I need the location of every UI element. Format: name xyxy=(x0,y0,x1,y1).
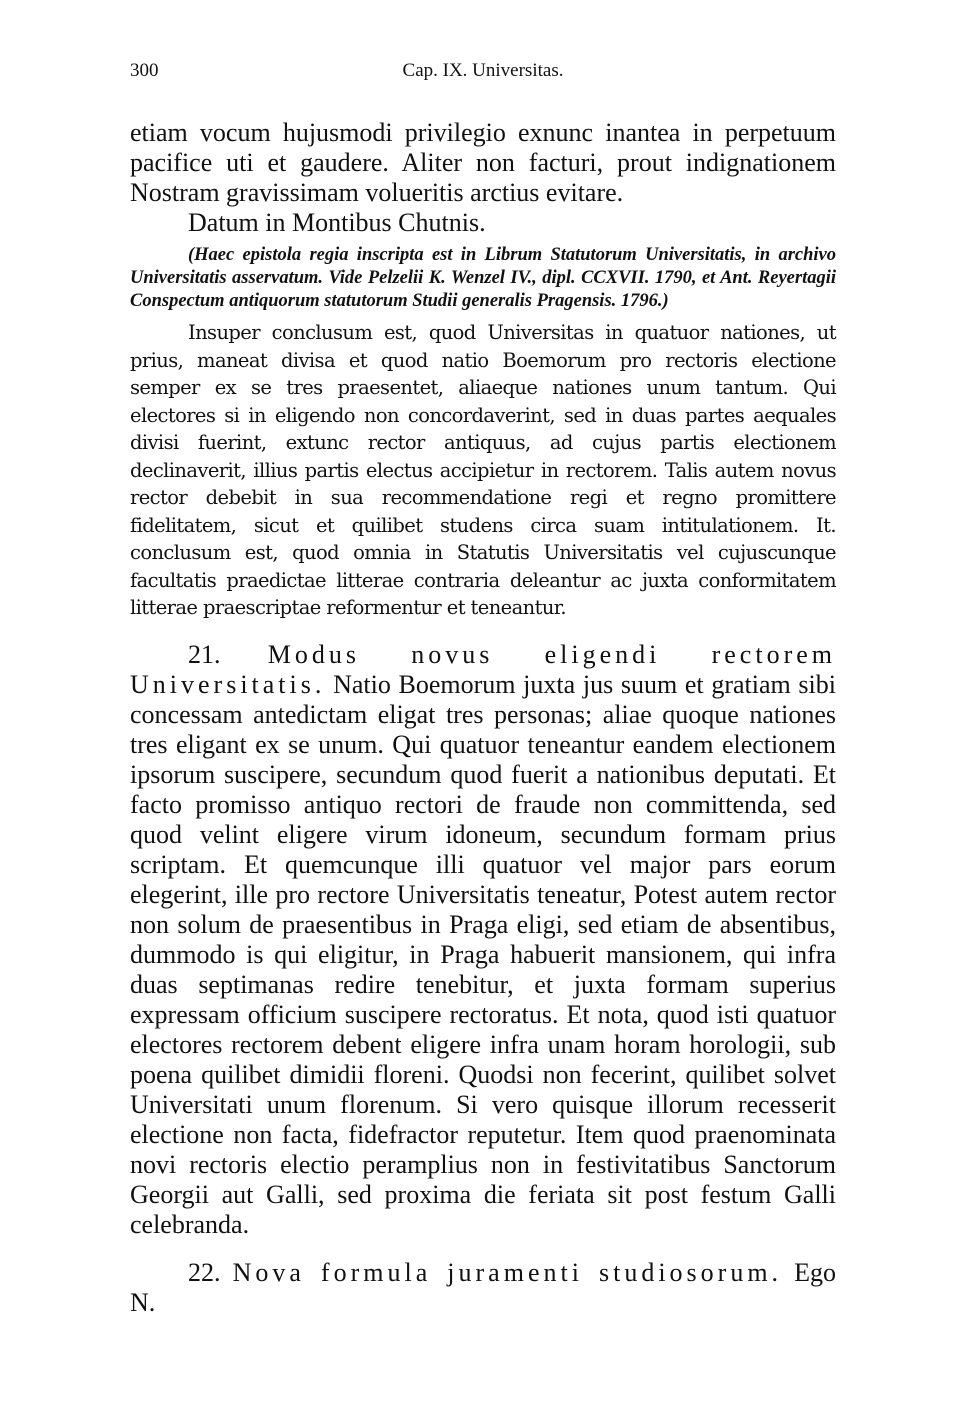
section-21-number: 21. xyxy=(188,639,221,669)
section-22-number: 22. xyxy=(188,1257,221,1287)
running-header xyxy=(130,60,836,90)
paragraph-dating: Datum in Montibus Chutnis. xyxy=(188,208,486,237)
book-page xyxy=(130,60,836,1318)
section-21-heading: Modus novus eligendi rectorem Universitatis. xyxy=(130,639,836,699)
editorial-note: (Haec epistola regia inscripta est in Librum Statutorum Universitatis, in archivo Universitatis asservatum. Vide Pelzelii K. Wenzel IV., dipl. CCXVII. 1790, et Ant. Reyertagii Conspectum antiquorum statutorum Studii generalis Pragensis. 1796.) xyxy=(130,245,836,311)
section-22-heading: Nova formula juramenti studiosorum. xyxy=(232,1257,783,1287)
section-21-text: Natio Boemorum juxta jus suum et gratiam sibi concessam antedictam eligat tres personas; aliae quoque nationes tres eligant ex se unum. Qui quatuor teneantur eandem electionem ipsorum suscipere, secundum quod fuerit a nationibus deputati. Et facto promisso antiquo rectori de fraude non committenda, sed quod velint eligere virum idoneum, secundum formam prius scriptam. Et quemcunque illi quatuor vel major pars eorum elegerint, ille pro rectore Universitatis teneatur, Potest autem rector non solum de praesentibus in Praga eligi, sed etiam de absentibus, dummodo is qui eligitur, in Praga habuerit mansionem, qui infra duas septimanas redire tenebitur, et juxta formam superius expressam officium suscipere rectoratus. Et nota, quod isti quatuor electores rectorem debent eligere infra unam horam horologii, sub poena quilibet dimidii floreni. Quodsi non fecerint, quilibet solvet Universitati unum florenum. Si vero quisque illorum recesserit electione non facta, fidefractor reputetur. Item quod praenominata novi rectoris electio peramplius non in festivitatibus Sanctorum Georgii aut Galli, sed proxima die feriata sit post festum Galli celebranda. xyxy=(130,669,836,1239)
section-22 xyxy=(130,1258,836,1318)
chapter-title: Cap. IX. Universitas. xyxy=(402,60,564,81)
paragraph-continuation: etiam vocum hujusmodi privilegio exnunc inantea in perpetuum pacifice uti et gaudere. Aliter non facturi, prout indignationem Nostram gravissimam volueritis arctius evitare. xyxy=(130,118,836,207)
section-21 xyxy=(130,640,836,1240)
section-22-text: Ego N. xyxy=(130,1257,837,1317)
paragraph-conclusion: Insuper conclusum est, quod Universitas in quatuor nationes, ut prius, maneat divisa et quod natio Boemorum pro rectoris electione semper ex se tres praesentet, aliaeque nationes unum tantum. Qui electores si in eligendo non concordaverint, sed in duas partes aequales divisi fuerint, extunc rector antiquus, ad cujus partis electionem declinaverit, illius partis electus accipietur in rectorem. Talis autem novus rector debebit in sua recommendatione regi et regno promittere fidelitatem, sicut et quilibet studens circa suam intitulationem. It. conclusum est, quod omnia in Statutis Universitatis vel cujuscunque facultatis praedictae litterae contraria deleantur ac juxta conformitatem litterae praescriptae reformentur et teneantur. xyxy=(130,321,836,619)
page-number: 300 xyxy=(130,60,159,81)
